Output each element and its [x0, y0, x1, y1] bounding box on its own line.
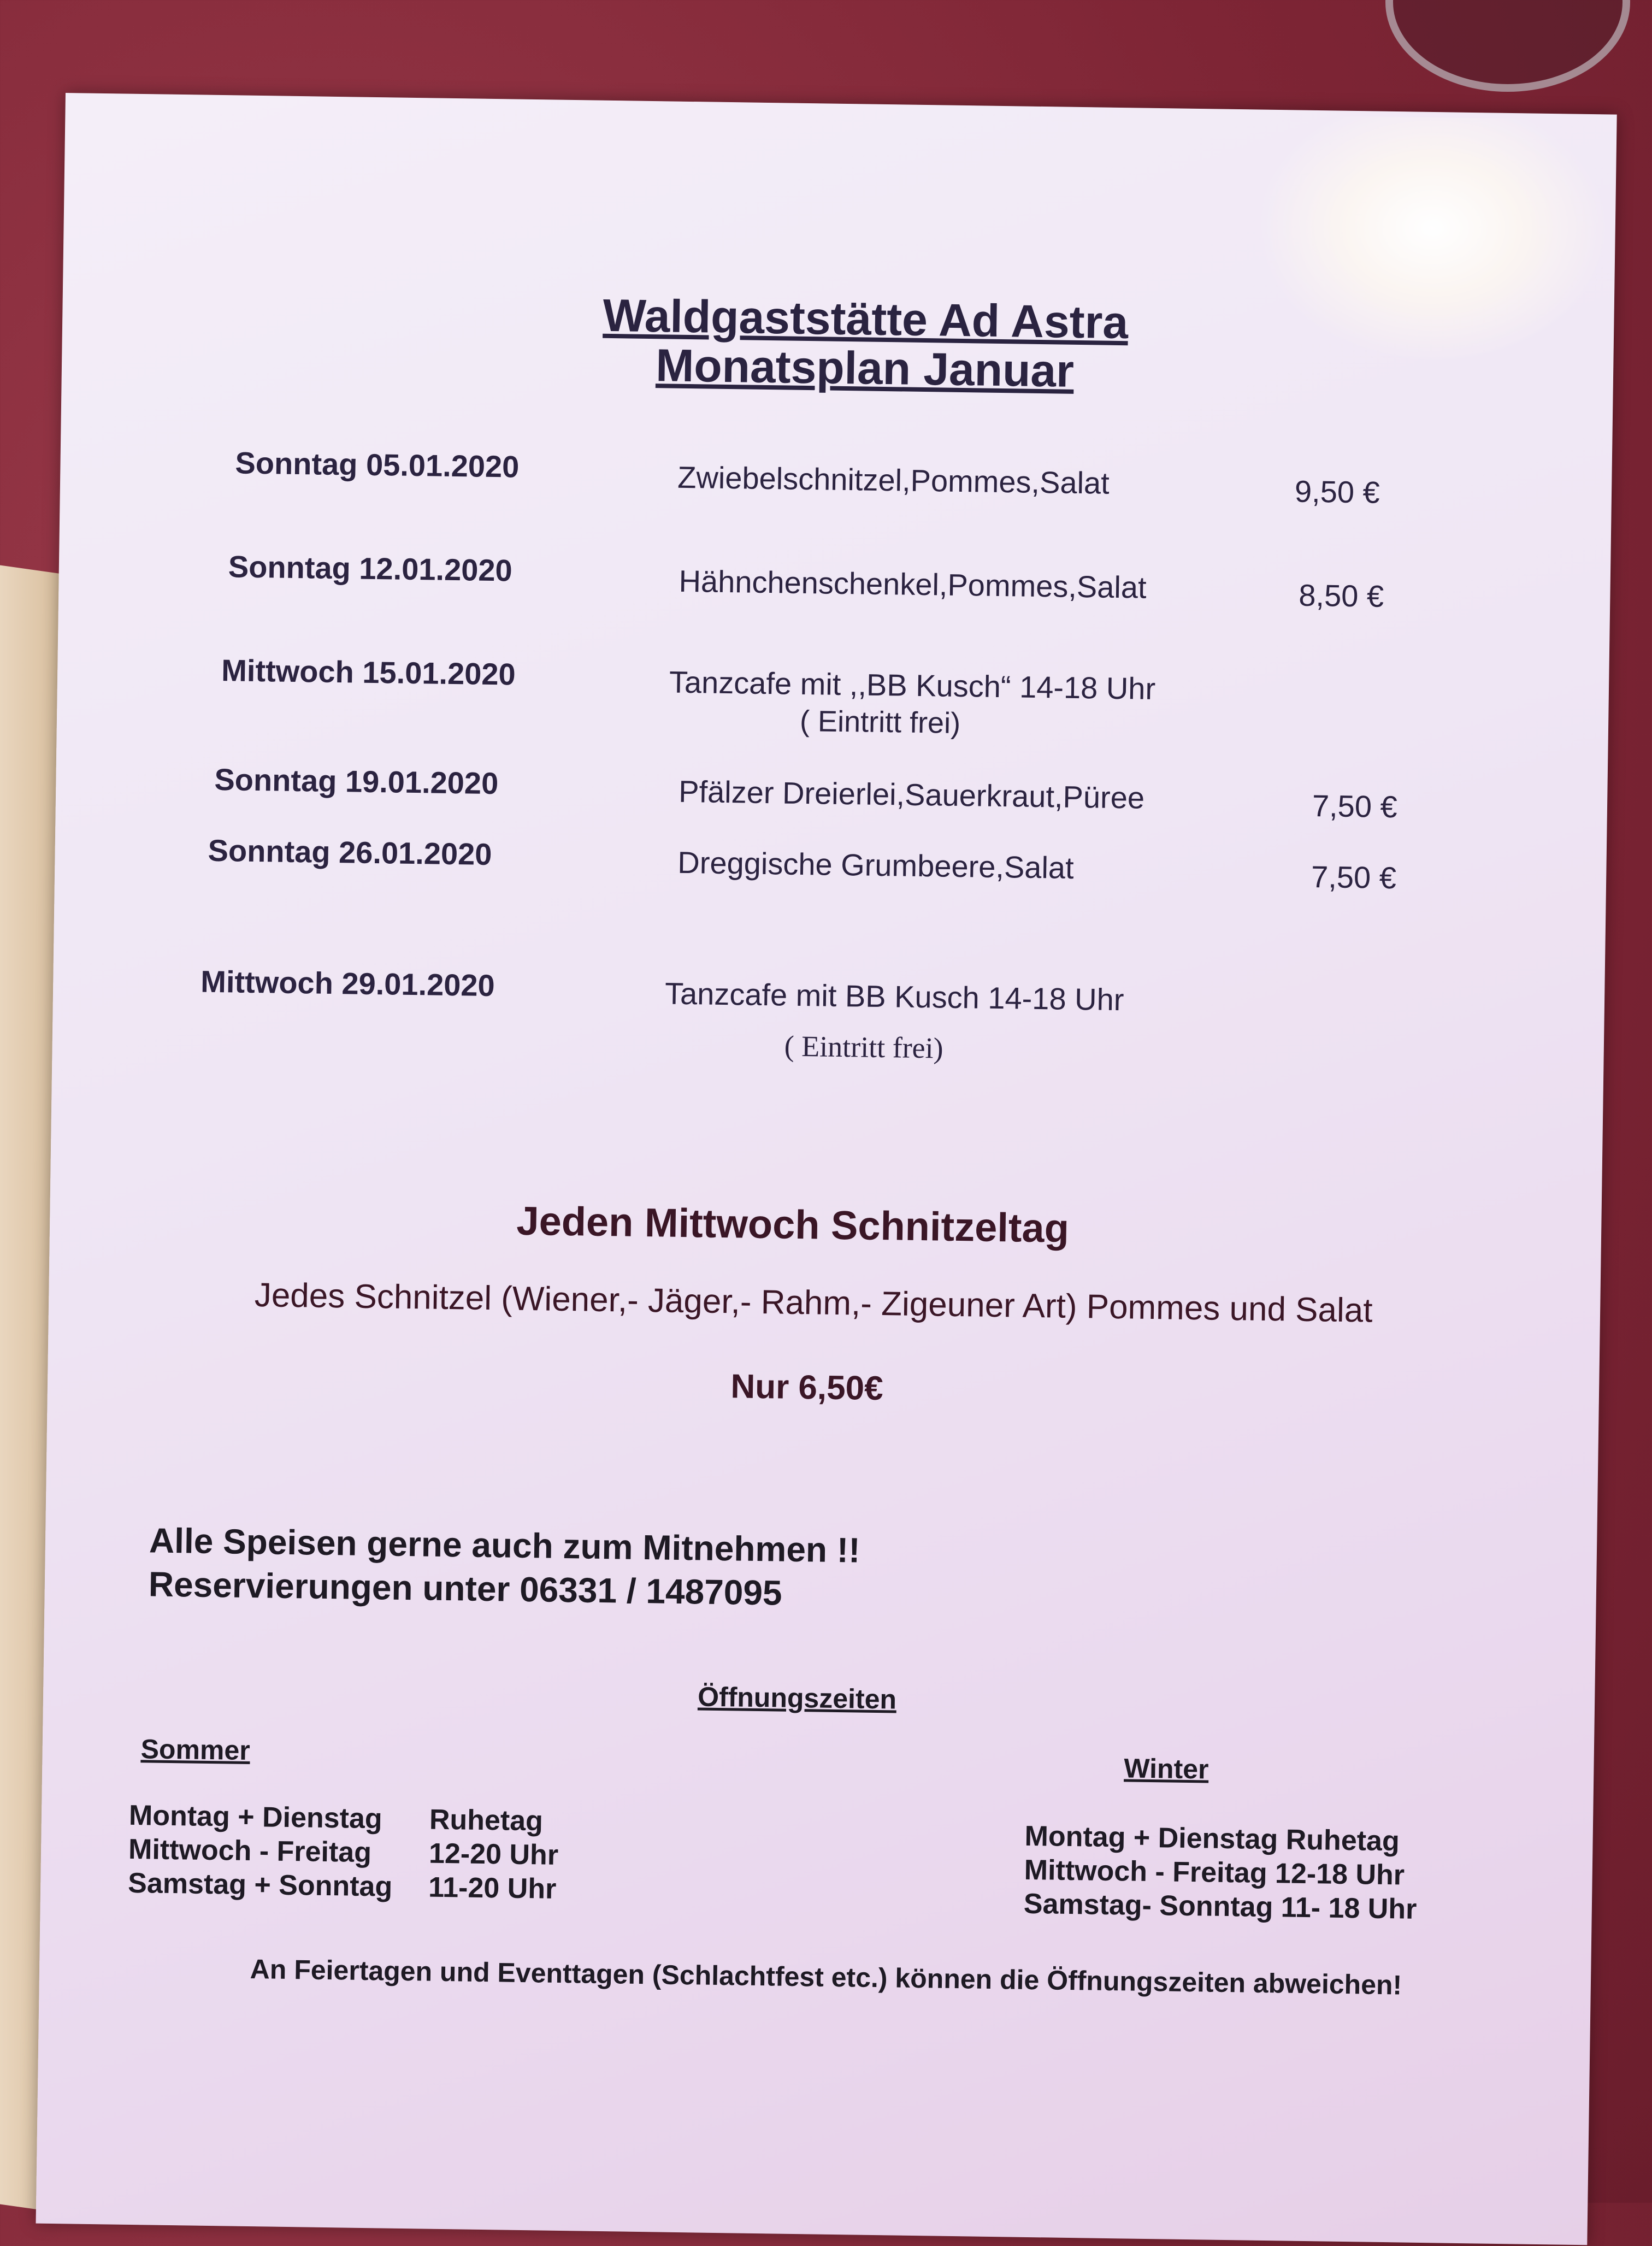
- event-date: Mittwoch 15.01.2020: [221, 653, 516, 692]
- drinking-glass: [1385, 0, 1630, 92]
- special-heading: Jeden Mittwoch Schnitzeltag: [516, 1198, 1070, 1251]
- summer-time-row: Ruhetag: [429, 1803, 544, 1837]
- summer-days-row: Montag + Dienstag: [128, 1799, 383, 1835]
- winter-row: Samstag- Sonntag 11- 18 Uhr: [1023, 1888, 1417, 1925]
- event-note: ( Eintritt frei): [799, 704, 961, 740]
- event-dish: Tanzcafe mit ,,BB Kusch“ 14-18 Uhr: [669, 664, 1156, 706]
- event-note: ( Eintritt frei): [784, 1029, 944, 1065]
- event-dish: Zwiebelschnitzel,Pommes,Salat: [677, 459, 1110, 500]
- reservation-phone: Reservierungen unter 06331 / 1487095: [148, 1564, 783, 1613]
- winter-row: Mittwoch - Freitag 12-18 Uhr: [1024, 1854, 1405, 1891]
- winter-label: Winter: [1123, 1753, 1209, 1785]
- event-date: Mittwoch 29.01.2020: [200, 964, 495, 1003]
- summer-days-row: Samstag + Sonntag: [127, 1867, 393, 1903]
- holiday-note: An Feiertagen und Eventtagen (Schlachtfest etc.) können die Öffnungszeiten abweichen!: [250, 1954, 1402, 2001]
- summer-days-row: Mittwoch - Freitag: [128, 1833, 372, 1869]
- takeaway-note: Alle Speisen gerne auch zum Mitnehmen !!: [149, 1520, 860, 1570]
- winter-hours: [1023, 1819, 1418, 1926]
- event-dish: Hähnchenschenkel,Pommes,Salat: [678, 563, 1147, 605]
- event-price: 7,50 €: [1311, 859, 1397, 895]
- special-price: Nur 6,50€: [730, 1367, 884, 1408]
- summer-label: Sommer: [140, 1734, 251, 1766]
- opening-hours-title: Öffnungszeiten: [697, 1681, 897, 1715]
- summer-time-row: 12-20 Uhr: [428, 1837, 559, 1871]
- plan-title: Monatsplan Januar: [655, 339, 1075, 397]
- event-date: Sonntag 26.01.2020: [208, 833, 492, 872]
- summer-time-row: 11-20 Uhr: [428, 1871, 557, 1905]
- event-price: 9,50 €: [1294, 474, 1380, 510]
- event-price: 8,50 €: [1298, 577, 1384, 614]
- event-date: Sonntag 19.01.2020: [214, 762, 499, 801]
- event-date: Sonntag 12.01.2020: [228, 549, 513, 588]
- menu-sheet: [36, 93, 1617, 2245]
- winter-row: Montag + Dienstag Ruhetag: [1024, 1820, 1400, 1858]
- summer-days: [128, 1799, 394, 1904]
- event-price: 7,50 €: [1312, 788, 1398, 824]
- event-dish: Tanzcafe mit BB Kusch 14-18 Uhr: [664, 976, 1124, 1017]
- event-dish: Dreggische Grumbeere,Salat: [677, 845, 1075, 885]
- restaurant-name: Waldgaststätte Ad Astra: [603, 289, 1129, 349]
- summer-times: [428, 1803, 559, 1906]
- event-dish: Pfälzer Dreierlei,Sauerkraut,Püree: [678, 774, 1145, 815]
- event-date: Sonntag 05.01.2020: [235, 445, 520, 484]
- special-description: Jedes Schnitzel (Wiener,- Jäger,- Rahm,- Zigeuner Art) Pommes und Salat: [254, 1276, 1373, 1330]
